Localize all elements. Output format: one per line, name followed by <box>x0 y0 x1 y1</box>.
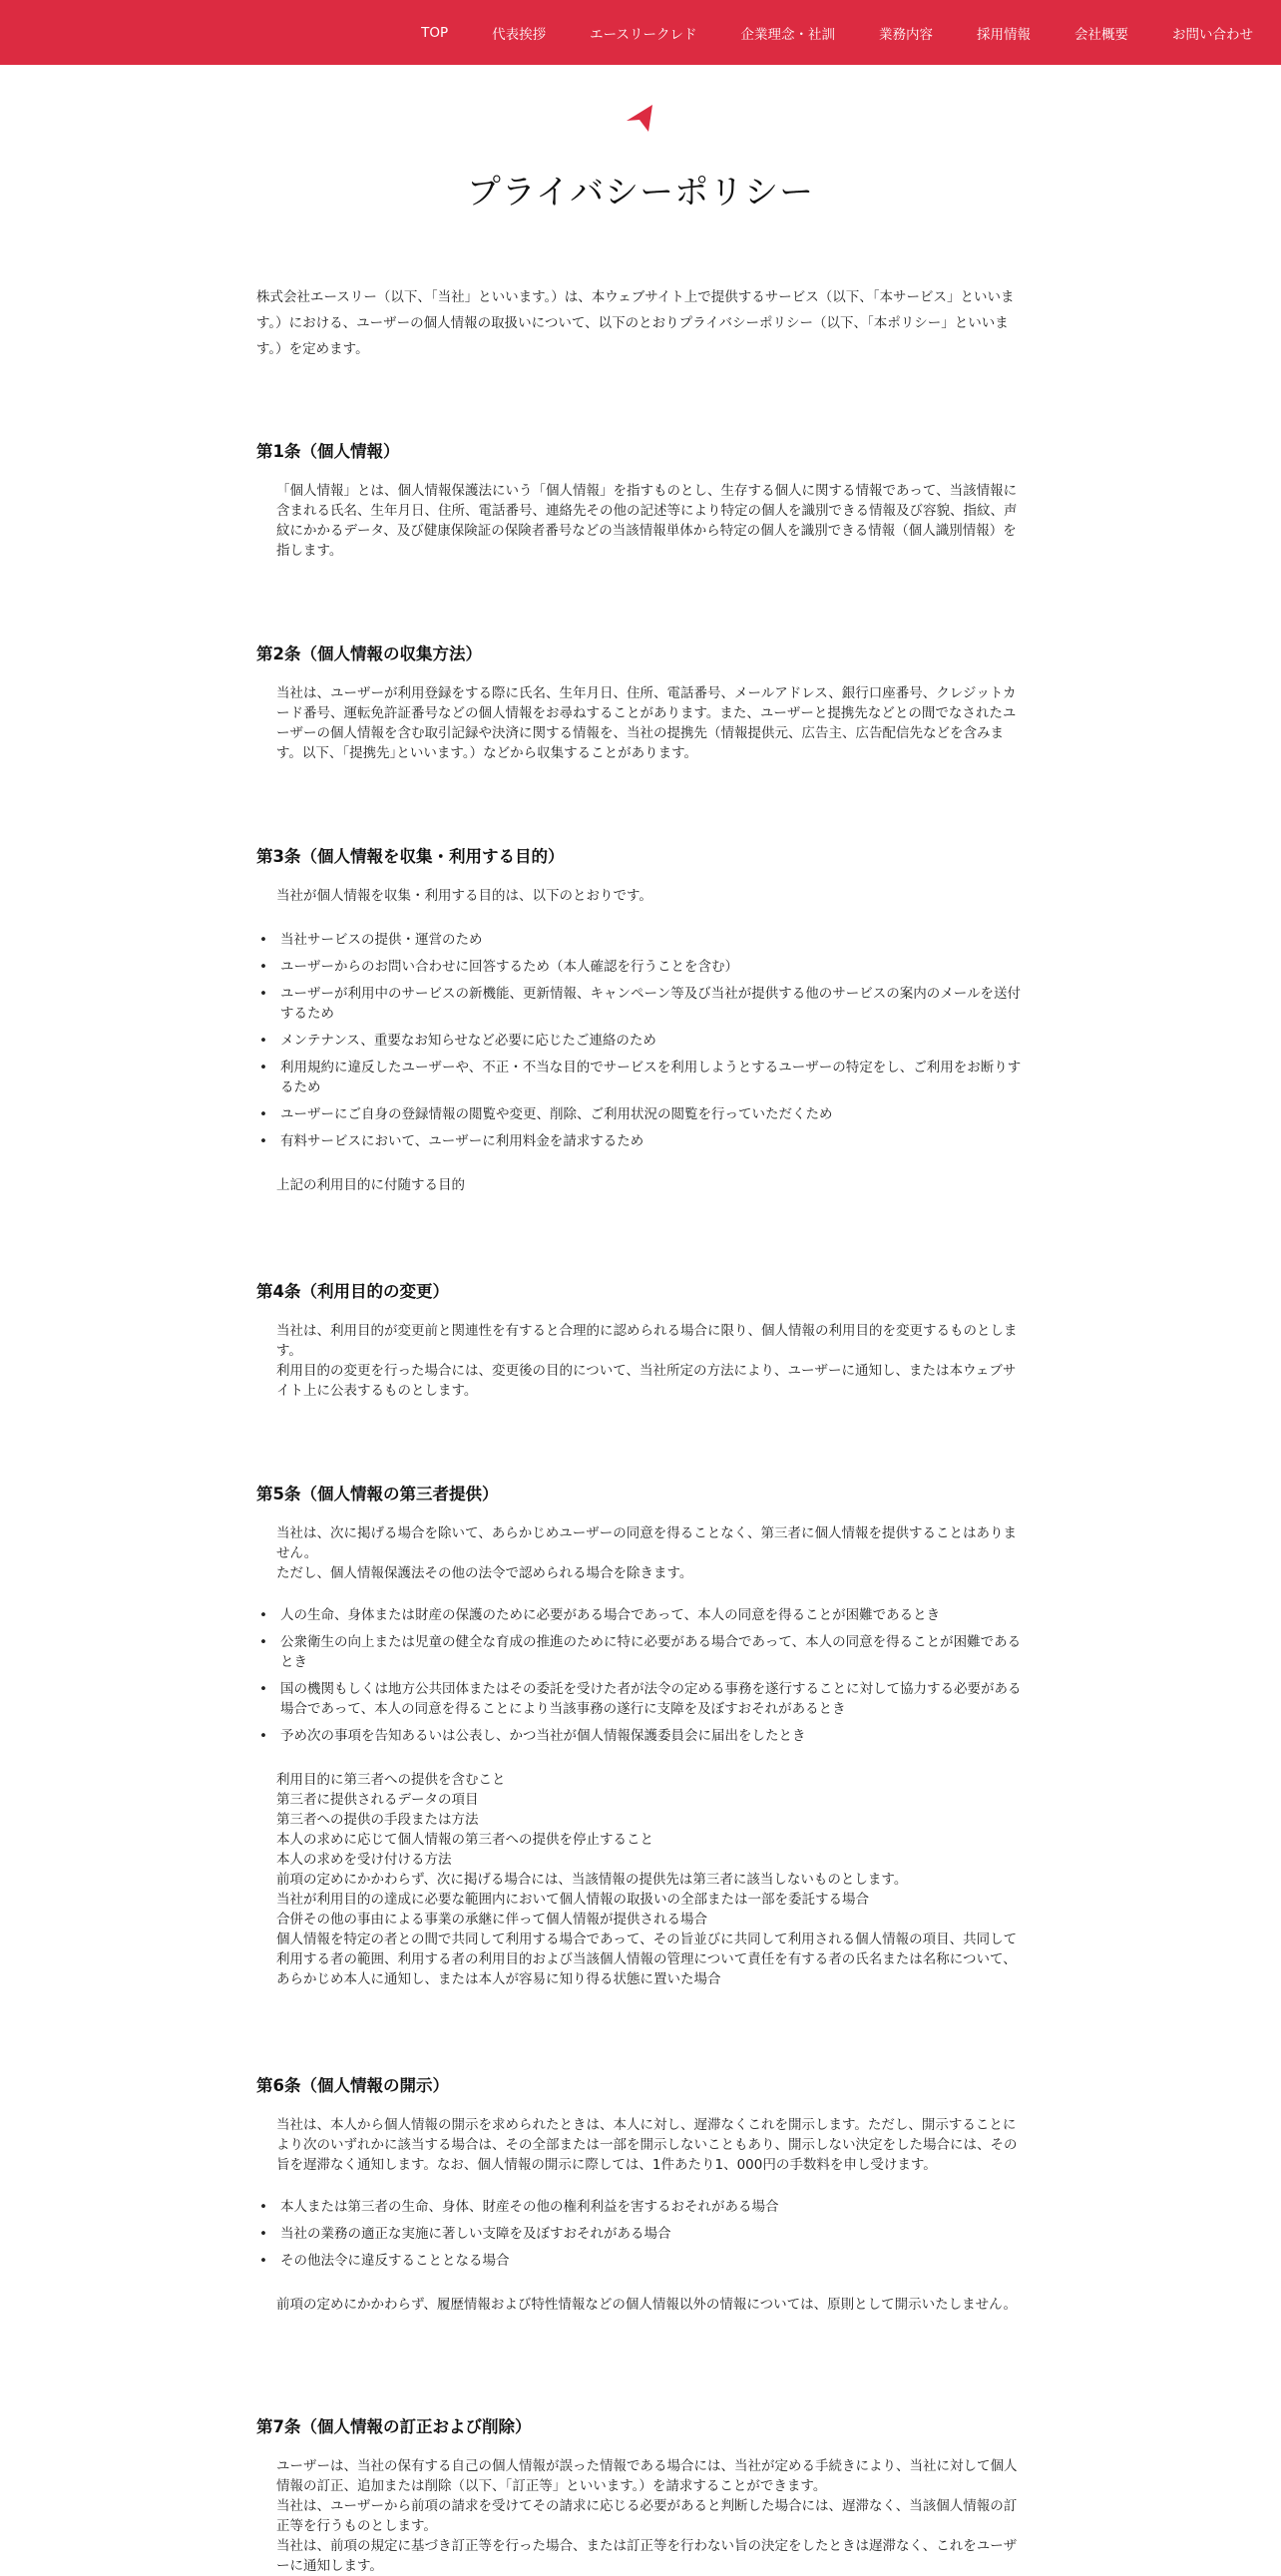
text-line: 本人の求めを受け付ける方法 <box>276 1852 452 1868</box>
main-nav <box>377 0 1253 65</box>
list-item: • メンテナンス、重要なお知らせなど必要に応じたご連絡のため <box>256 1031 1025 1051</box>
article-paragraph: 当社が個人情報を収集・利用する目的は、以下のとおりです。 <box>276 888 652 904</box>
article-paragraph: 当社は、ユーザーが利用登録をする際に氏名、生年月日、住所、電話番号、メールアドレス、銀行口座番号、クレジットカード番号、運転免許証番号などの個人情報をお尋ねすることがあります。また、ユーザーと提携先などとの間でなされたユーザーの個人情報を含む取引記録や決済に関する情報を、当社の提携先（情報提供元、広告主、広告配信先などを含みます。以下、｢提携先｣といいます。）などから収集することがあります。 <box>276 685 1017 761</box>
article-heading: 第4条（利用目的の変更） <box>256 1282 449 1301</box>
article-7 <box>256 2416 1025 2576</box>
intro-text: 株式会社エースリー（以下、「当社」といいます。）は、本ウェブサイト上で提供するサービス（以下、「本サービス」といいます。）における、ユーザーの個人情報の取扱いについて、以下のとおりプライバシーポリシー（以下、「本ポリシー」といいます。）を定めます。 <box>256 289 1015 357</box>
article-paragraph: 利用目的の変更を行った場合には、変更後の目的について、当社所定の方法により、ユーザーに通知し、または本ウェブサイト上に公表するものとします。 <box>276 1363 1017 1399</box>
article-paragraph: 「個人情報」とは、個人情報保護法にいう「個人情報」を指すものとし、生存する個人に関する情報であって、当該情報に含まれる氏名、生年月日、住所、電話番号、連絡先その他の記述等により特定の個人を識別できる情報及び容貌、指紋、声紋にかかるデータ、及び健康保険証の保険者番号などの当該情報単体から特定の個人を識別できる情報（個人識別情報）を指します。 <box>276 483 1018 559</box>
list-item: • 当社の業務の適正な実施に著しい支障を及ぼすおそれがある場合 <box>256 2224 1025 2244</box>
text-line: 合併その他の事由による事業の承継に伴って個人情報が提供される場合 <box>276 1912 707 1928</box>
disclosure-items <box>256 1770 1025 1989</box>
non-disclosure-list <box>256 2197 1025 2271</box>
top-nav-bar <box>0 0 1281 65</box>
article-heading: 第7条（個人情報の訂正および削除） <box>256 2417 532 2436</box>
nav-contact[interactable]: お問い合わせ <box>1172 26 1253 43</box>
logo-icon <box>626 104 655 134</box>
text-line: 個人情報を特定の者との間で共同して利用する場合であって、その旨並びに共同して利用される個人情報の項目、共同して利用する者の範囲、利用する者の利用目的および当該個人情報の管理について責任を有する者の氏名または名称について、あらかじめ本人に通知し、または本人が容易に知り得る状態に置いた場合 <box>276 1932 1018 1987</box>
article-paragraph: 当社は、次に掲げる場合を除いて、あらかじめユーザーの同意を得ることなく、第三者に個人情報を提供することはありません。 <box>276 1525 1017 1561</box>
article-2 <box>256 644 1025 763</box>
article-paragraph: 上記の利用目的に付随する目的 <box>276 1177 465 1193</box>
text-line: 本人の求めに応じて個人情報の第三者への提供を停止すること <box>276 1832 653 1848</box>
article-heading: 第5条（個人情報の第三者提供） <box>256 1485 499 1503</box>
article-paragraph: ただし、個人情報保護法その他の法令で認められる場合を除きます。 <box>276 1565 693 1581</box>
article-paragraph: 前項の定めにかかわらず、履歴情報および特性情報などの個人情報以外の情報については、原則として開示いたしません。 <box>276 2297 1017 2313</box>
article-heading: 第6条（個人情報の開示） <box>256 2076 449 2095</box>
text-line: 当社が利用目的の達成に必要な範囲内において個人情報の取扱いの全部または一部を委託する場合 <box>276 1892 869 1908</box>
article-6 <box>256 2075 1025 2315</box>
nav-credo[interactable]: エースリークレド <box>590 26 697 43</box>
list-item: • ユーザーにご自身の登録情報の閲覧や変更、削除、ご利用状況の閲覧を行っていただくため <box>256 1104 1025 1124</box>
article-heading: 第3条（個人情報を収集・利用する目的） <box>256 847 565 866</box>
list-item: • ユーザーが利用中のサービスの新機能、更新情報、キャンペーン等及び当社が提供する他のサービスの案内のメールを送付するため <box>256 984 1025 1024</box>
text-line: 利用目的に第三者への提供を含むこと <box>276 1772 506 1788</box>
article-paragraph: 当社は、ユーザーから前項の請求を受けてその請求に応じる必要があると判断した場合には、遅滞なく、当該個人情報の訂正等を行うものとします。 <box>276 2498 1018 2534</box>
list-item: • その他法令に違反することとなる場合 <box>256 2251 1025 2271</box>
article-heading: 第2条（個人情報の収集方法） <box>256 644 482 663</box>
list-item: • 国の機関もしくは地方公共団体またはその委託を受けた者が法令の定める事務を遂行することに対して協力する必要がある場合であって、本人の同意を得ることにより当該事務の遂行に支障を及ぼすおそれがあるとき <box>256 1679 1025 1719</box>
text-line: 前項の定めにかかわらず、次に掲げる場合には、当該情報の提供先は第三者に該当しないものとします。 <box>276 1872 908 1888</box>
list-item: • ユーザーからのお問い合わせに回答するため（本人確認を行うことを含む） <box>256 957 1025 977</box>
text-line: 第三者に提供されるデータの項目 <box>276 1792 479 1808</box>
article-paragraph: ユーザーは、当社の保有する自己の個人情報が誤った情報である場合には、当社が定める手続きにより、当社に対して個人情報の訂正、追加または削除（以下、「訂正等」といいます。）を請求することができます。 <box>276 2458 1018 2494</box>
article-paragraph: 当社は、利用目的が変更前と関連性を有すると合理的に認められる場合に限り、個人情報の利用目的を変更するものとします。 <box>276 1323 1018 1359</box>
purpose-list <box>256 930 1025 1151</box>
article-5 <box>256 1484 1025 1989</box>
nav-company[interactable]: 会社概要 <box>1074 26 1128 43</box>
article-3 <box>256 846 1025 1195</box>
list-item: • 有料サービスにおいて、ユーザーに利用料金を請求するため <box>256 1131 1025 1151</box>
article-paragraph: 当社は、本人から個人情報の開示を求められたときは、本人に対し、遅滞なくこれを開示します。ただし、開示することにより次のいずれかに該当する場合は、その全部または一部を開示しないこともあり、開示しない決定をした場合には、その旨を遅滞なく通知します。なお、個人情報の開示に際しては、1件あたり1、000円の手数料を申し受けます。 <box>276 2117 1018 2173</box>
policy-content <box>256 284 1025 2574</box>
article-heading: 第1条（個人情報） <box>256 442 400 461</box>
nav-business[interactable]: 業務内容 <box>879 26 933 43</box>
nav-top[interactable]: TOP <box>421 24 449 41</box>
list-item: • 本人または第三者の生命、身体、財産その他の権利利益を害するおそれがある場合 <box>256 2197 1025 2217</box>
list-item: • 公衆衛生の向上または児童の健全な育成の推進のために特に必要がある場合であって、本人の同意を得ることが困難であるとき <box>256 1632 1025 1672</box>
list-item: • 人の生命、身体または財産の保護のために必要がある場合であって、本人の同意を得ることが困難であるとき <box>256 1605 1025 1625</box>
list-item: • 利用規約に違反したユーザーや、不正・不当な目的でサービスを利用しようとするユーザーの特定をし、ご利用をお断りするため <box>256 1058 1025 1097</box>
nav-greeting[interactable]: 代表挨拶 <box>492 26 547 43</box>
list-item: • 当社サービスの提供・運営のため <box>256 930 1025 950</box>
text-line: 第三者への提供の手段または方法 <box>276 1812 479 1828</box>
exception-list <box>256 1605 1025 1746</box>
article-paragraph: 当社は、前項の規定に基づき訂正等を行った場合、または訂正等を行わない旨の決定をしたときは遅滞なく、これをユーザーに通知します。 <box>276 2538 1018 2574</box>
nav-recruit[interactable]: 採用情報 <box>977 26 1031 43</box>
article-4 <box>256 1281 1025 1401</box>
nav-philosophy[interactable]: 企業理念・社訓 <box>740 26 835 43</box>
page-title: プライバシーポリシー <box>466 173 815 213</box>
list-item: • 予め次の事項を告知あるいは公表し、かつ当社が個人情報保護委員会に届出をしたとき <box>256 1726 1025 1746</box>
article-1 <box>256 441 1025 561</box>
